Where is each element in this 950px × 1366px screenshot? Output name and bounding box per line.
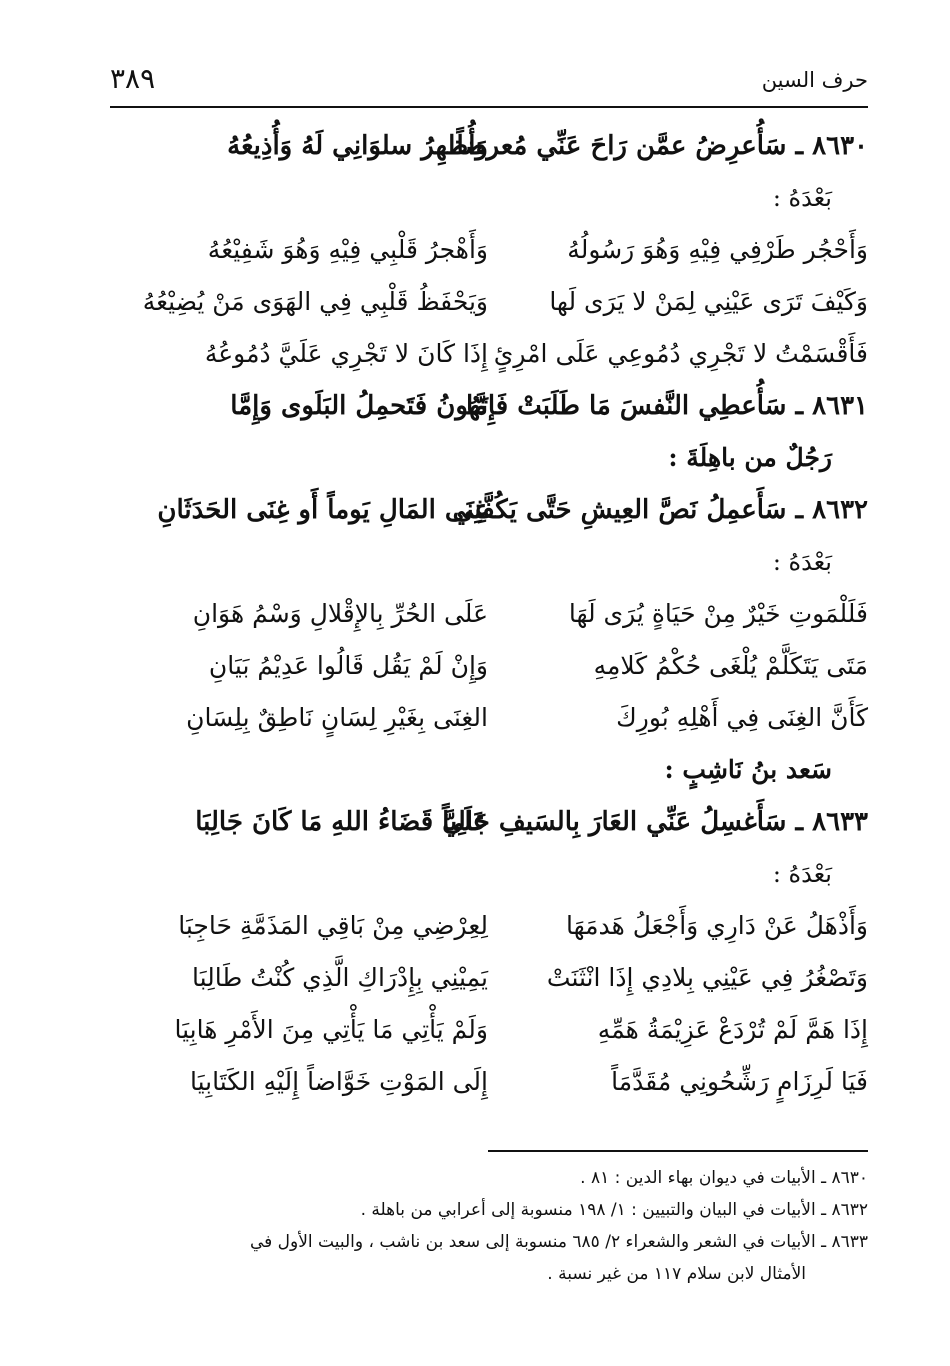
verse-line [108, 952, 868, 1004]
verse-entry-8630 [108, 120, 868, 172]
footnote-8630: ٨٦٣٠ ـ الأبيات في ديوان بهاء الدين : ٨١ . [580, 1168, 868, 1188]
verse-first-hemistich: وَأَذْهَلُ عَنْ دَارِي وَأَجْعَلُ هَدمَهَا [565, 911, 868, 940]
verse-attribution: سَعد بنُ نَاشِبٍ : [664, 755, 832, 784]
verse-line [108, 900, 868, 952]
verse-first-hemistich: مَتَى يَتَكَلَّمْ يُلْغَى حُكْمُ كَلامِهِ [593, 651, 868, 680]
verse-line [108, 1056, 868, 1108]
verse-first-hemistich: فَأَقْسَمْتُ لا تَجْرِي دُمُوعِي عَلَى امْرِئٍ [493, 339, 868, 368]
verse-first-hemistich: وَتَصْغُرُ فِي عَيْنِي بِلادِي إِذَا انْثَنَتْ [546, 963, 868, 992]
verse-attribution: بَعْدَهُ : [772, 548, 832, 576]
verse-first-hemistich: وَأَحْجُر طَرْفِي فِيْهِ وَهُوَ رَسُولُهُ [567, 235, 868, 264]
verse-entry-8632 [108, 484, 868, 536]
verse-second-hemistich: لِعِرْضِي مِنْ بَاقِي المَذَمَّةِ حَاجِبَا [178, 911, 488, 940]
footnotes [92, 1162, 868, 1290]
footnote-8633-continued: الأمثال لابن سلام ١١٧ من غير نسبة . [547, 1264, 806, 1284]
verse-first-hemistich: ٨٦٣٠ ـ سَأُعرِضُ عمَّن رَاحَ عَنِّي مُعرضاً [456, 131, 868, 161]
running-title: حرف السين [761, 68, 868, 92]
poem-body [108, 120, 868, 1130]
verse-first-hemistich: إِذَا هَمَّ لَمْ تُرْدَعْ عَزِيْمَةُ هَمِّهِ [597, 1015, 868, 1044]
verse-second-hemistich: وَلَمْ يَأْتِي مَا يَأْتِي مِنَ الأَمْرِ هَابِيَا [174, 1015, 488, 1044]
footnote-8632: ٨٦٣٢ ـ الأبيات في البيان والتبيين : ١/ ١٩٨ منسوبة إلى أعرابي من باهلة . [360, 1200, 868, 1220]
verse-line [108, 692, 868, 744]
verse-first-hemistich: ٨٦٣٣ ـ سَأَغسِلُ عَنِّي العَارَ بِالسَيفِ جَالِباً [442, 807, 868, 837]
verse-line [108, 276, 868, 328]
verse-attribution: بَعْدَهُ : [772, 184, 832, 212]
page-number: ٣٨٩ [110, 62, 156, 95]
verse-second-hemistich: وَإِنْ لَمْ يَقُل قَالُوا عَدِيْمُ بَيَانِ [208, 651, 488, 680]
verse-second-hemistich: إِذَا كَانَ لا تَجْرِي عَلَيَّ دُمُوعُهُ [204, 339, 488, 368]
verse-second-hemistich: إِلَى المَوْتِ خَوَّاضاً إِلَيْهِ الكَتَابِيَا [190, 1067, 488, 1096]
verse-second-hemistich: يَمِيْنِي بِإِدْرَاكِ الَّذِي كُنْتُ طَالِبَا [192, 963, 488, 992]
footnote-8633: ٨٦٣٣ ـ الأبيات في الشعر والشعراء ٢/ ٦٨٥ منسوبة إلى سعد بن ناشب ، والبيت الأول في [249, 1232, 868, 1252]
verse-second-hemistich: غِنَى المَالِ يَوماً أَو غِنَى الحَدَثَانِ [157, 495, 488, 525]
verse-first-hemistich: وَكَيْفَ تَرَى عَيْنِي لِمَنْ لا يَرَى لَها [549, 287, 868, 316]
verse-entry-8631 [108, 380, 868, 432]
verse-line [108, 588, 868, 640]
verse-first-hemistich: فَلَلْمَوتِ خَيْرٌ مِنْ حَيَاةٍ يُرَى لَهَا [568, 599, 868, 628]
verse-first-hemistich: ٨٦٣١ ـ سَأُعطِي النَّفسَ مَا طَلَبَتْ فَإِمَّا [465, 391, 868, 421]
header-divider [110, 106, 868, 108]
verse-second-hemistich: عَلَى الحُرِّ بِالإِقْلالِ وَسْمُ هَوَانِ [192, 599, 488, 628]
verse-attribution: بَعْدَهُ : [772, 860, 832, 888]
verse-attribution: رَجُلٌ من باهِلَةَ : [668, 443, 832, 472]
verse-second-hemistich: وَيَحْفَظُ قَلْبِي فِي الهَوَى مَنْ يُضِيْعُهُ [142, 287, 488, 316]
verse-first-hemistich: كَأَنَّ الغِنَى فِي أَهْلِهِ بُورِكَ [616, 703, 868, 732]
verse-second-hemistich: الغِنَى بِغَيْرِ لِسَانٍ نَاطِقٌ بِلِسَانِ [186, 703, 488, 732]
page-header [110, 62, 868, 98]
verse-line [108, 328, 868, 380]
verse-first-hemistich: ٨٦٣٢ ـ سَأَعمِلُ نَصَّ العِيشِ حَتَّى يَكُفَّنِي [452, 495, 868, 525]
verse-second-hemistich: وَأَهْجرُ قَلْبِي فِيْهِ وَهُوَ شَفِيْعُهُ [207, 235, 488, 264]
verse-entry-8633 [108, 796, 868, 848]
verse-line [108, 1004, 868, 1056]
verse-line [108, 640, 868, 692]
verse-second-hemistich: تَهُونُ فَتَحمِلُ البَلَوى وَإِمَّا [230, 391, 488, 421]
verse-second-hemistich: عَلَيَّ قَضَاءُ اللهِ مَا كَانَ جَالِبَا [195, 807, 488, 837]
verse-first-hemistich: فَيَا لَرِزَامٍ رَشِّحُونِي مُقَدَّمَاً [611, 1067, 868, 1096]
verse-line [108, 224, 868, 276]
footnote-divider [488, 1150, 868, 1152]
verse-second-hemistich: وَأُظهِرُ سلوَانِي لَهُ وَأُذِيعُهُ [227, 131, 488, 161]
